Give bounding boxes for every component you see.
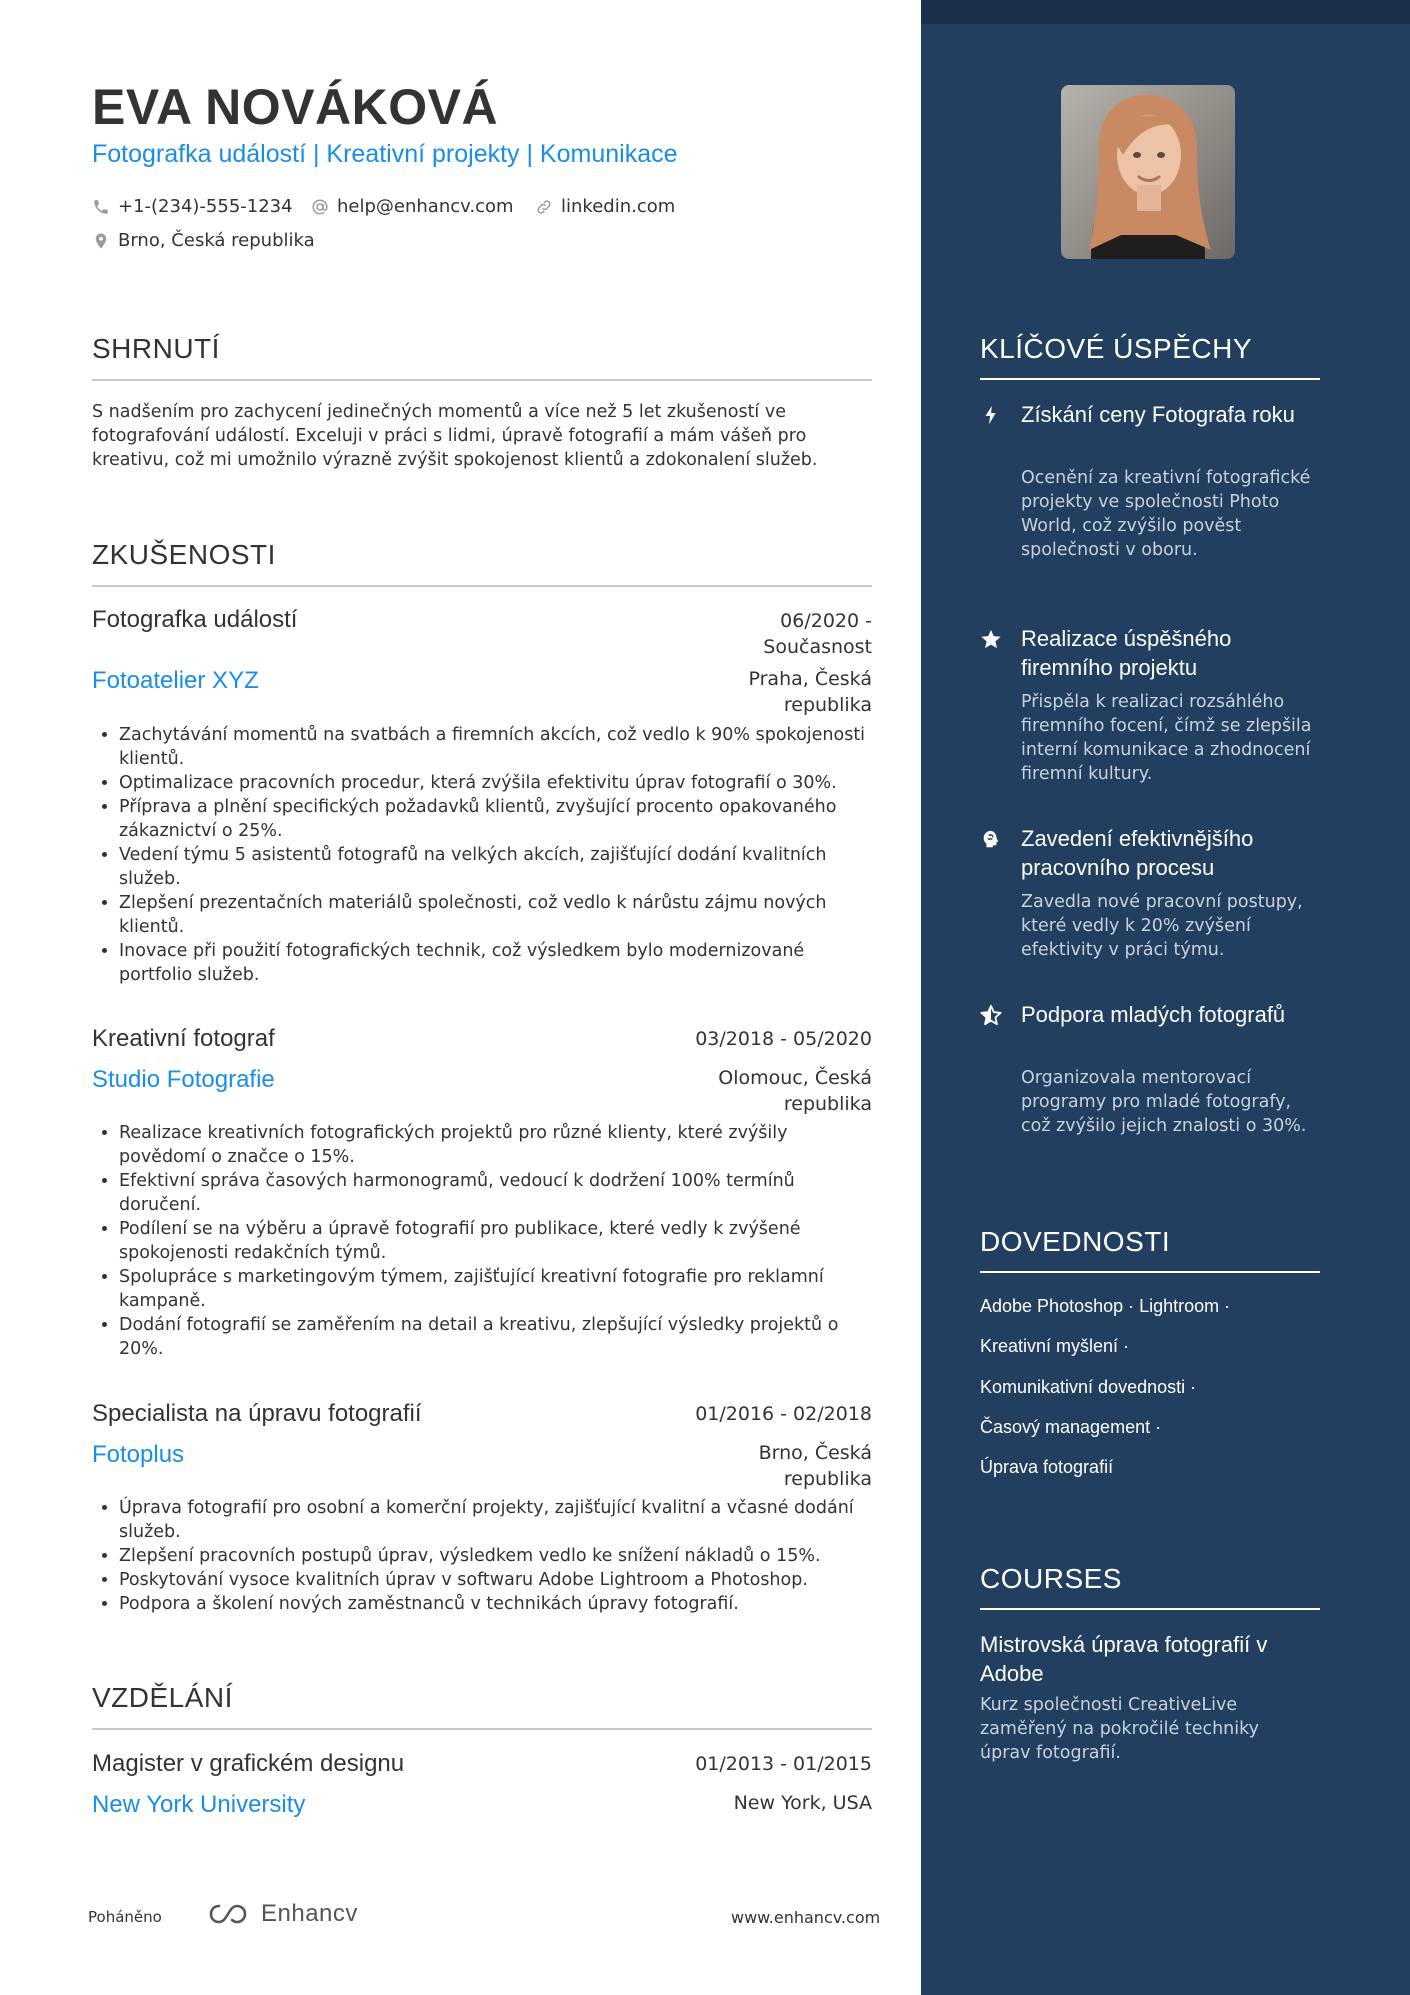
job-date: 01/2016 - 02/2018 [695,1403,872,1425]
job-company: Studio Fotografie [92,1066,275,1093]
job-company: Fotoatelier XYZ [92,667,259,694]
bullet-item: • Realizace kreativních fotografických projektů pro různé klienty, které zvýšily povědomí o značce o 15%. [119,1121,872,1169]
at-icon [311,198,329,216]
skill-line: Úprava fotografií [980,1457,1114,1477]
achievement-title: Realizace úspěšného firemního projektu [1021,626,1232,680]
job-bullets [92,1496,872,1616]
bullet-item: • Zachytávání momentů na svatbách a firemních akcích, což vedlo k 90% spokojenosti klientů. [119,723,872,771]
powered-by-label: Poháněno [88,1908,162,1926]
job-location-line: republika [783,1093,872,1115]
bullet-item: • Příprava a plnění specifických požadavků klientů, zvyšující procento opakovaného zákaznictví o 25%. [119,795,872,843]
star-icon [980,628,1002,650]
bullet-item: • Zlepšení prezentačních materiálů společnosti, což vedlo k nárůstu zájmu nových klientů. [119,891,872,939]
skill-line: Adobe Photoshop · Lightroom · [980,1296,1231,1316]
summary-heading: SHRNUTÍ [92,333,220,364]
job-date-line: Současnost [763,636,872,658]
brain-icon [980,828,1002,850]
bullet-item: • Zlepšení pracovních postupů úprav, výsledkem vedlo ke snížení nákladů o 15%. [119,1544,872,1568]
bullet-item: • Podílení se na výběru a úpravě fotografií pro publikace, které vedly k zvýšené spokojenosti redakčních týmů. [119,1217,872,1265]
phone-icon [92,198,110,216]
footer-url[interactable]: www.enhancv.com [731,1908,881,1927]
location-text: Brno, Česká republika [118,230,315,251]
job-company: Fotoplus [92,1441,185,1468]
achievement-title: Zavedení efektivnějšího pracovního procesu [1021,826,1254,880]
job-location [718,1065,872,1117]
school-name: New York University [92,1791,306,1818]
course-title: Mistrovská úprava fotografií v Adobe [980,1632,1268,1686]
job-location-line: Praha, Česká [748,668,872,690]
job-title: Fotografka událostí [92,606,298,633]
job-location-line: Brno, Česká [758,1442,872,1464]
bullet-item: • Spolupráce s marketingovým týmem, zajišťující kreativní fotografie pro reklamní kampaně. [119,1265,872,1313]
skill-line: Kreativní myšlení · [980,1336,1130,1356]
summary-divider [92,379,872,381]
job-date-line: 06/2020 - [780,610,872,632]
link-icon [535,198,553,216]
summary-text: S nadšením pro zachycení jedinečných momentů a více než 5 let zkušeností ve fotografování událostí. Exceluji v práci s lidmi, úpravě fotografií a mám vášeň pro kreativu, což mi umožnilo výrazně zvýšit spokojenost klientů a zdokonalení služeb. [92,402,818,470]
bullet-item: • Vedení týmu 5 asistentů fotografů na velkých akcích, zajišťující dodání kvalitních služeb. [119,843,872,891]
job-location-line: republika [783,694,872,716]
bullet-item: • Efektivní správa časových harmonogramů, vedoucí k dodržení 100% termínů doručení. [119,1169,872,1217]
location-pin-icon [92,232,110,250]
bullet-item: • Podpora a školení nových zaměstnanců v technikách úpravy fotografií. [119,1592,872,1616]
bullet-item: • Dodání fotografií se zaměřením na detail a kreativu, zlepšující výsledky projektů o 20%. [119,1313,872,1361]
contact-linkedin[interactable] [535,196,675,217]
achievement-desc: Organizovala mentorovací programy pro mladé fotografy, což zvýšilo jejich znalosti o 30%. [1021,1068,1307,1136]
education-date: 01/2013 - 01/2015 [695,1753,872,1775]
degree-title: Magister v grafickém designu [92,1750,405,1777]
job-bullets [92,723,872,987]
job-location [759,1440,872,1492]
contact-email[interactable] [311,196,514,217]
job-date: 03/2018 - 05/2020 [695,1028,872,1050]
achievement-title: Získání ceny Fotografa roku [1021,402,1295,427]
job-date [763,608,872,660]
bullet-item: • Poskytování vysoce kvalitních úprav v softwaru Adobe Lightroom a Photoshop. [119,1568,872,1592]
infinity-logo-icon [207,1902,253,1926]
candidate-name: EVA NOVÁKOVÁ [92,79,499,135]
achievements-divider [980,378,1320,380]
achievements-heading: KLÍČOVÉ ÚSPĚCHY [980,333,1253,364]
achievement-desc: Ocenění za kreativní fotografické projekty ve společnosti Photo World, což zvýšilo pověst společnosti v oboru. [1021,468,1311,560]
linkedin-text[interactable]: linkedin.com [561,196,676,217]
job-location [748,666,872,718]
experience-divider [92,585,872,587]
sidebar [921,0,1410,1995]
job-location-line: republika [783,1468,872,1490]
job-bullets [92,1121,872,1361]
education-divider [92,1728,872,1730]
bullet-item: • Úprava fotografií pro osobní a komerční projekty, zajišťující kvalitní a včasné dodání služeb. [119,1496,872,1544]
skill-line: Komunikativní dovednosti · [980,1377,1197,1397]
achievement-desc: Zavedla nové pracovní postupy, které vedly k 20% zvýšení efektivity v práci týmu. [1021,892,1303,960]
sidebar-top-bar [921,0,1410,24]
education-heading: VZDĚLÁNÍ [92,1682,233,1713]
courses-divider [980,1608,1320,1610]
education-location: New York, USA [733,1792,872,1814]
candidate-subtitle: Fotografka událostí | Kreativní projekty | Komunikace [92,140,678,168]
bullet-item: • Inovace při použití fotografických technik, což výsledkem bylo modernizované portfolio služeb. [119,939,872,987]
brand-text: Enhancv [261,1900,358,1927]
course-desc: Kurz společnosti CreativeLive zaměřený na pokročilé techniky úprav fotografií. [980,1695,1259,1763]
courses-heading: COURSES [980,1563,1122,1594]
achievement-desc: Přispěla k realizaci rozsáhlého firemního focení, čímž se zlepšila interní komunikace a zhodnocení firemní kultury. [1021,692,1312,784]
contact-phone [92,196,293,217]
job-location-line: Olomouc, Česká [718,1067,872,1089]
achievement-title: Podpora mladých fotografů [1021,1002,1286,1027]
skills-heading: DOVEDNOSTI [980,1226,1171,1257]
enhancv-logo[interactable] [207,1900,358,1928]
skills-divider [980,1271,1320,1273]
job-title: Kreativní fotograf [92,1025,275,1052]
contact-location [92,230,315,251]
bullet-item: • Optimalizace pracovních procedur, která zvýšila efektivitu úprav fotografií o 30%. [119,771,872,795]
experience-heading: ZKUŠENOSTI [92,539,276,570]
phone-text: +1-(234)-555-1234 [118,196,293,217]
profile-photo-illustration [1061,85,1235,259]
skill-line: Časový management · [980,1417,1162,1437]
email-text[interactable]: help@enhancv.com [337,196,514,217]
half-star-icon [980,1004,1002,1026]
bolt-icon [980,404,1002,426]
profile-photo [1061,85,1235,259]
job-title: Specialista na úpravu fotografií [92,1400,422,1427]
